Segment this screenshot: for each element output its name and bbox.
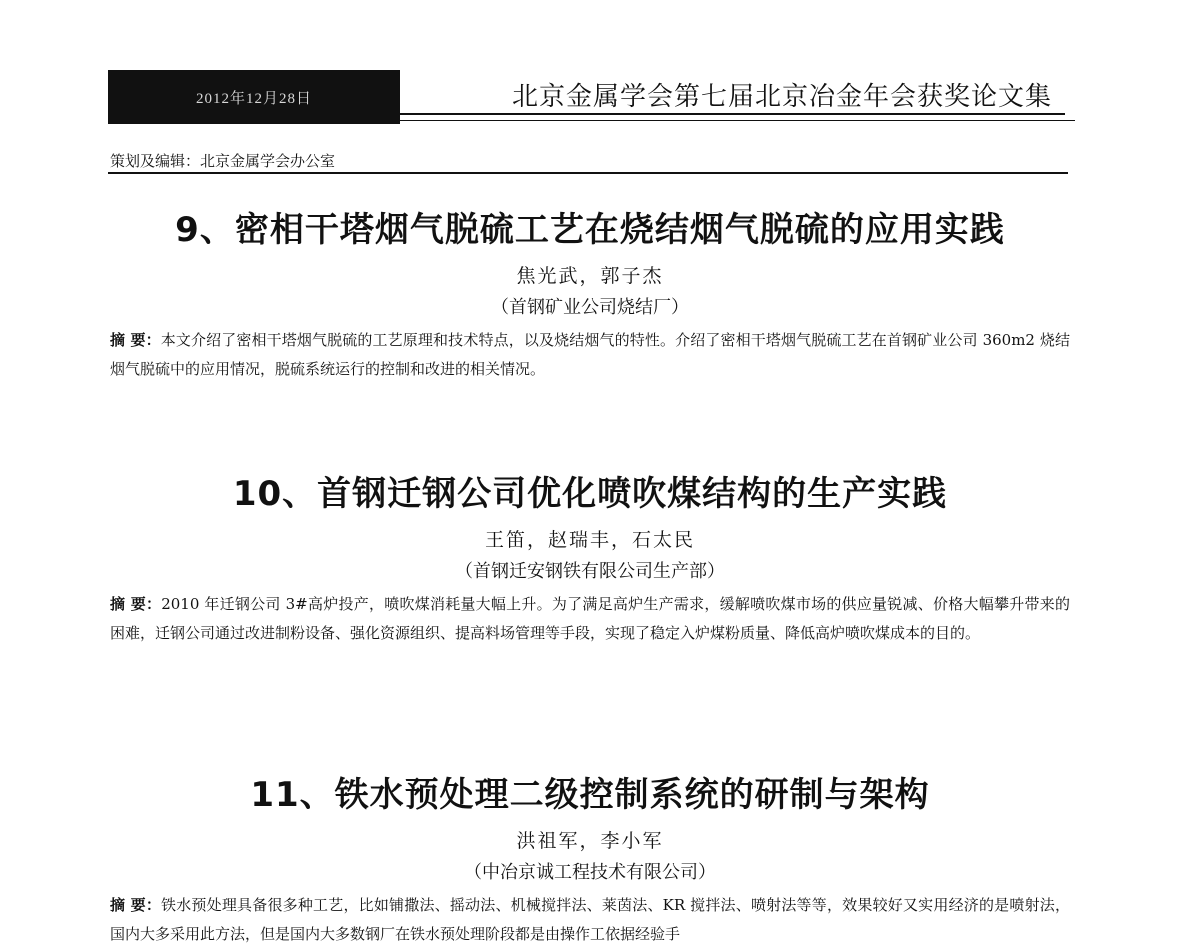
article-affiliation: （首钢矿业公司烧结厂） <box>491 297 689 318</box>
article-title: 9、密相干塔烟气脱硫工艺在烧结烟气脱硫的应用实践 <box>175 210 1005 250</box>
header-date: 2012年12月28日 <box>195 90 312 107</box>
article-title: 10、首钢迁钢公司优化喷吹煤结构的生产实践 <box>232 474 948 514</box>
abstract-label: 摘 要： <box>110 896 162 914</box>
header-date-banner <box>108 70 400 124</box>
abstract-label: 摘 要： <box>110 595 162 613</box>
article-affiliation: （中冶京诚工程技术有限公司） <box>464 862 716 883</box>
article-abstract <box>110 891 1070 949</box>
abstract-text: 本文介绍了密相干塔烟气脱硫的工艺原理和技术特点，以及烧结烟气的特性。介绍了密相干塔烟气脱硫工艺在首钢矿业公司 360m2 烧结烟气脱硫中的应用情况，脱硫系统运行的控制和改进的相关情况。 <box>110 331 1070 378</box>
abstract-text: 2010 年迁钢公司 3#高炉投产，喷吹煤消耗量大幅上升。为了满足高炉生产需求，缓解喷吹煤市场的供应量锐减、价格大幅攀升带来的困难，迁钢公司通过改进制粉设备、强化资源组织、提高料场管理等手段，实现了稳定入炉煤粉质量、降低高炉喷吹煤成本的目的。 <box>110 595 1070 642</box>
article-title: 11、铁水预处理二级控制系统的研制与架构 <box>250 775 930 815</box>
abstract-label: 摘 要： <box>110 331 161 349</box>
header-rule-thin <box>400 120 1075 121</box>
article-authors: 洪祖军，李小军 <box>516 830 664 852</box>
article-11 <box>110 773 1070 949</box>
editor-rule <box>108 172 1068 174</box>
article-9 <box>110 208 1070 384</box>
article-affiliation: （首钢迁安钢铁有限公司生产部） <box>455 561 725 582</box>
article-authors: 焦光武，郭子杰 <box>516 265 664 287</box>
header-rule <box>400 113 1065 115</box>
abstract-text: 铁水预处理具备很多种工艺，比如铺撒法、摇动法、机械搅拌法、莱茵法、KR 搅拌法、喷射法等等，效果较好又实用经济的是喷射法，国内大多采用此方法，但是国内大多数钢厂在铁水预处理阶段都是由操作工依据经验手 <box>110 896 1070 943</box>
article-abstract <box>110 590 1070 648</box>
article-abstract <box>110 326 1070 384</box>
header-title: 北京金属学会第七届北京冶金年会获奖论文集 <box>512 82 1053 112</box>
editor-line: 策划及编辑：北京金属学会办公室 <box>110 152 336 170</box>
article-10 <box>110 472 1070 648</box>
article-authors: 王笛，赵瑞丰，石太民 <box>484 529 695 551</box>
